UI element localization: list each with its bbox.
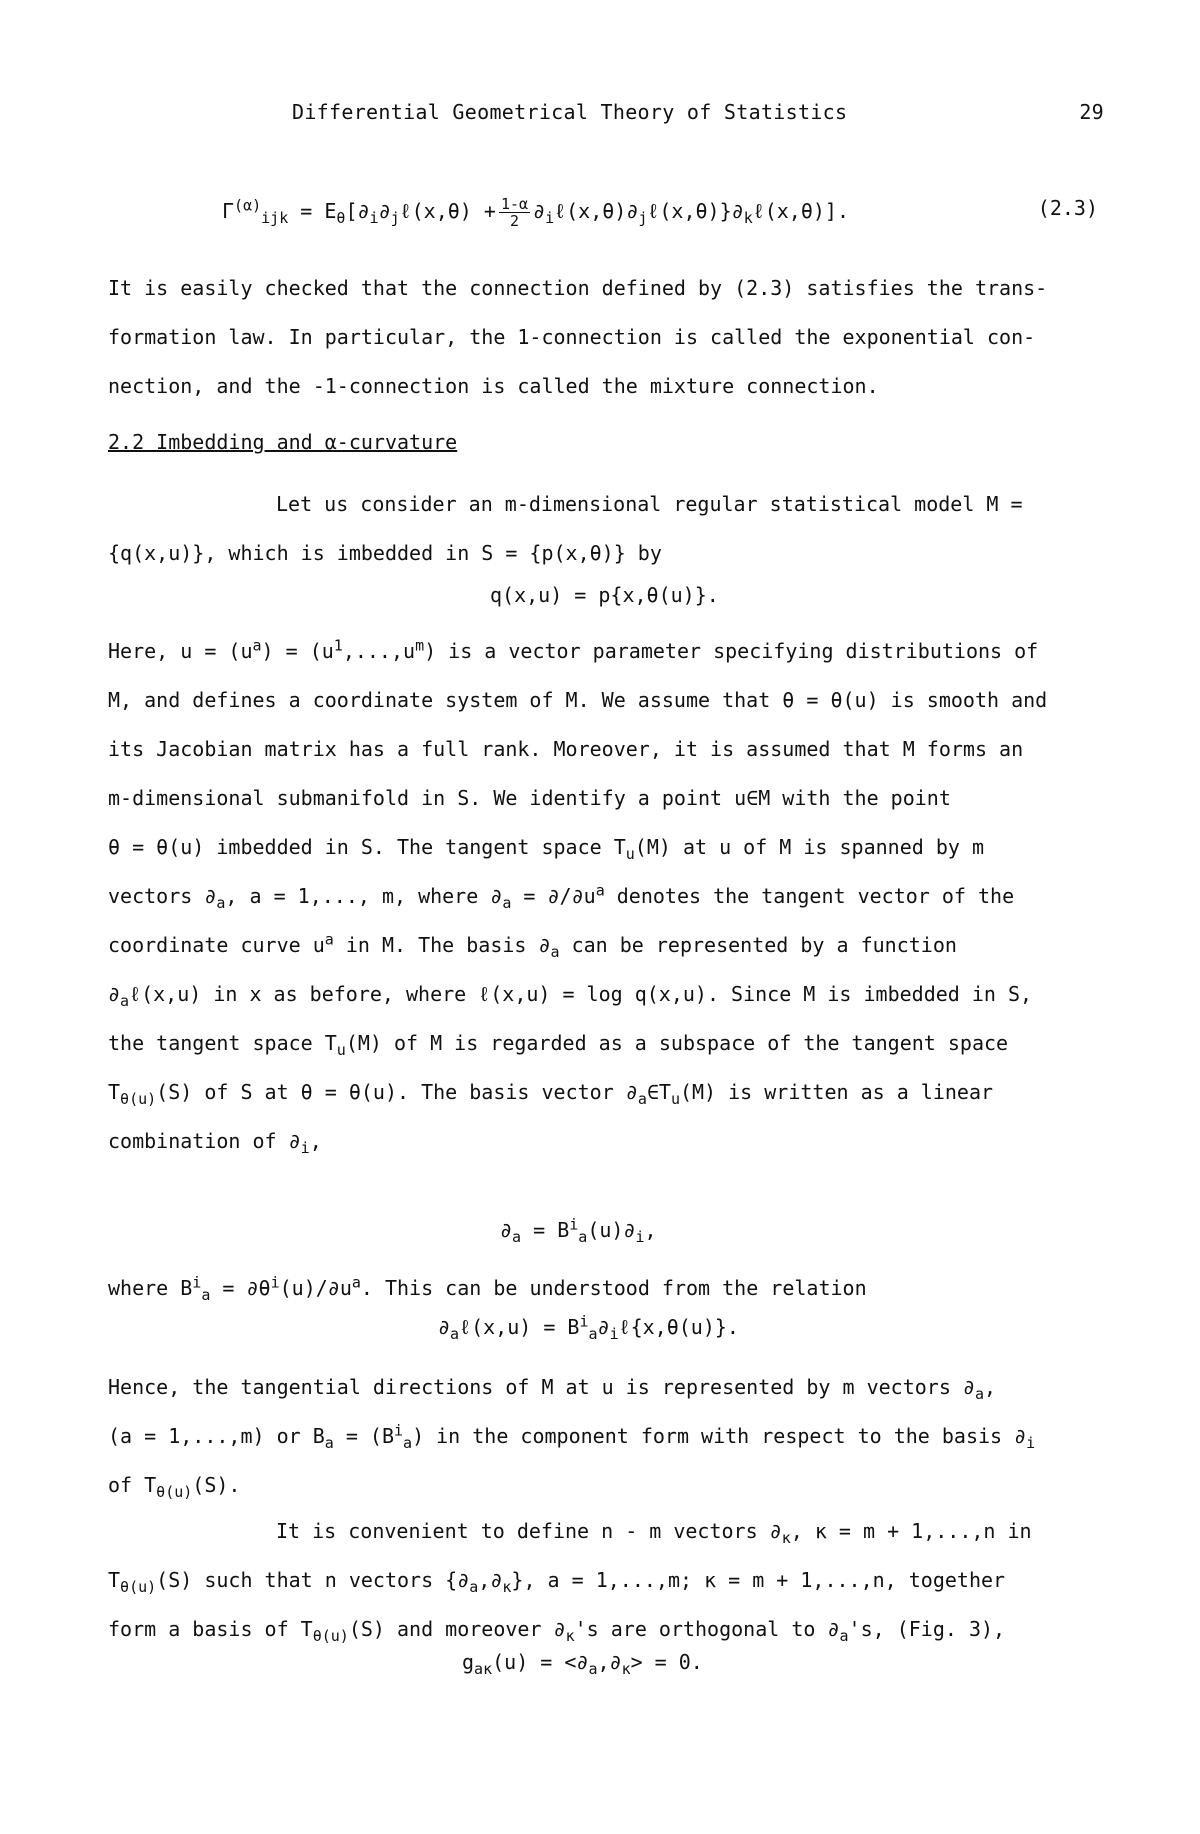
equation-relation: $\partial_a\ell(x,u)$ = $B^i_a\partial_i\ell\{x,\theta(u)\}$. xyxy=(438,1312,739,1343)
equation-number: (2.3) xyxy=(1037,196,1098,220)
running-title: Differential Geometrical Theory of Statistics xyxy=(292,100,848,124)
paragraph-tangential-directions: Hence, the tangential directions of M at u is represented by m vectors $\partial_a$, (a = 1,...,m) or $B_a = (B^i_a)$ in the component form with respect to the basis $\partial_i$ of $T_{\theta(u)}(S)$. xyxy=(108,1375,1036,1501)
paragraph-tangent-space: Here, $u = (u^a) = (u^1,...,u^m)$ is a vector parameter specifying distributions of M, and defines a coordinate system of M. We assume that θ = θ(u) is smooth and its Jacobian matrix has a full rank. Moreover, it is assumed that M forms an m-dimensional submanifold in S. We identify a point u∈M with the point θ = θ(u) imbedded in S. The tangent space $T_u(M)$ at u of M is spanned by m vectors $\partial_a$, a = 1,..., m, where $\partial_a = \partial/\partial u^a$ denotes the tangent vector of the coordinate curve $u^a$ in M. The basis $\partial_a$ can be represented by a function $\partial_a\ell(x,u)$ in x as before, where ℓ(x,u) = log q(x,u). Since M is imbedded in S, the tangent space $T_u(M)$ of M is regarded as a subspace of the tangent space $T_{\theta(u)}(S)$ of S at θ = θ(u). The basis vector $\partial_a\in T_u(M)$ is written as a linear combination of $\partial_i$, xyxy=(108,636,1048,1157)
paragraph-connection: It is easily checked that the connection defined by (2.3) satisfies the trans- formation law. In particular, the 1-connection is called the exponential con- nection, and the -1-connection is called the mixture connection. xyxy=(108,276,1048,398)
equation-2-3: $\Gamma^{(\alpha)}_{ijk}$ = $E_\theta[\partial_i\partial_j\ell(x,\theta)$ + $\frac{1-\alpha}{2}$ $\partial_i\ell(x,\theta)\partial_j\ell(x,\theta)\}\partial_k\ell(x,\theta)$]. (2.3) xyxy=(222,195,1098,230)
equation-imbedding: q(x,u) = p{x,θ(u)}. xyxy=(490,583,719,607)
paragraph-orthogonal-vectors: It is convenient to define n - m vectors $\partial_\kappa$, κ = m + 1,...,n in $T_{\theta(u)}(S)$ such that n vectors $\{\partial_a,\partial_\kappa\}$, a = 1,...,m; κ = m + 1,...,n, together form a basis of $T_{\theta(u)}(S)$ and moreover $\partial_\kappa's$ are orthogonal to $\partial_a's$, (Fig. 3), xyxy=(108,1519,1032,1645)
section-heading: 2.2 Imbedding and α-curvature xyxy=(108,430,458,454)
equation-orthogonality: $g_{a\kappa}(u) = <\partial_a,\partial_\kappa> = 0$. xyxy=(462,1650,703,1678)
running-header xyxy=(292,100,1104,124)
paragraph-model: Let us consider an m-dimensional regular statistical model M = {q(x,u)}, which is imbedded in S = {p(x,θ)} by xyxy=(108,492,1023,565)
fraction: $\frac{1-\alpha}{2}$ xyxy=(500,195,529,230)
page-number: 29 xyxy=(1079,100,1104,124)
paragraph-jacobian: where $B^i_a = \partial\theta^i(u)/\partial u^a$. This can be understood from the relation xyxy=(108,1273,867,1304)
equation-basis-expansion: $\partial_a = B^i_a(u)\partial_i$, xyxy=(500,1215,657,1246)
